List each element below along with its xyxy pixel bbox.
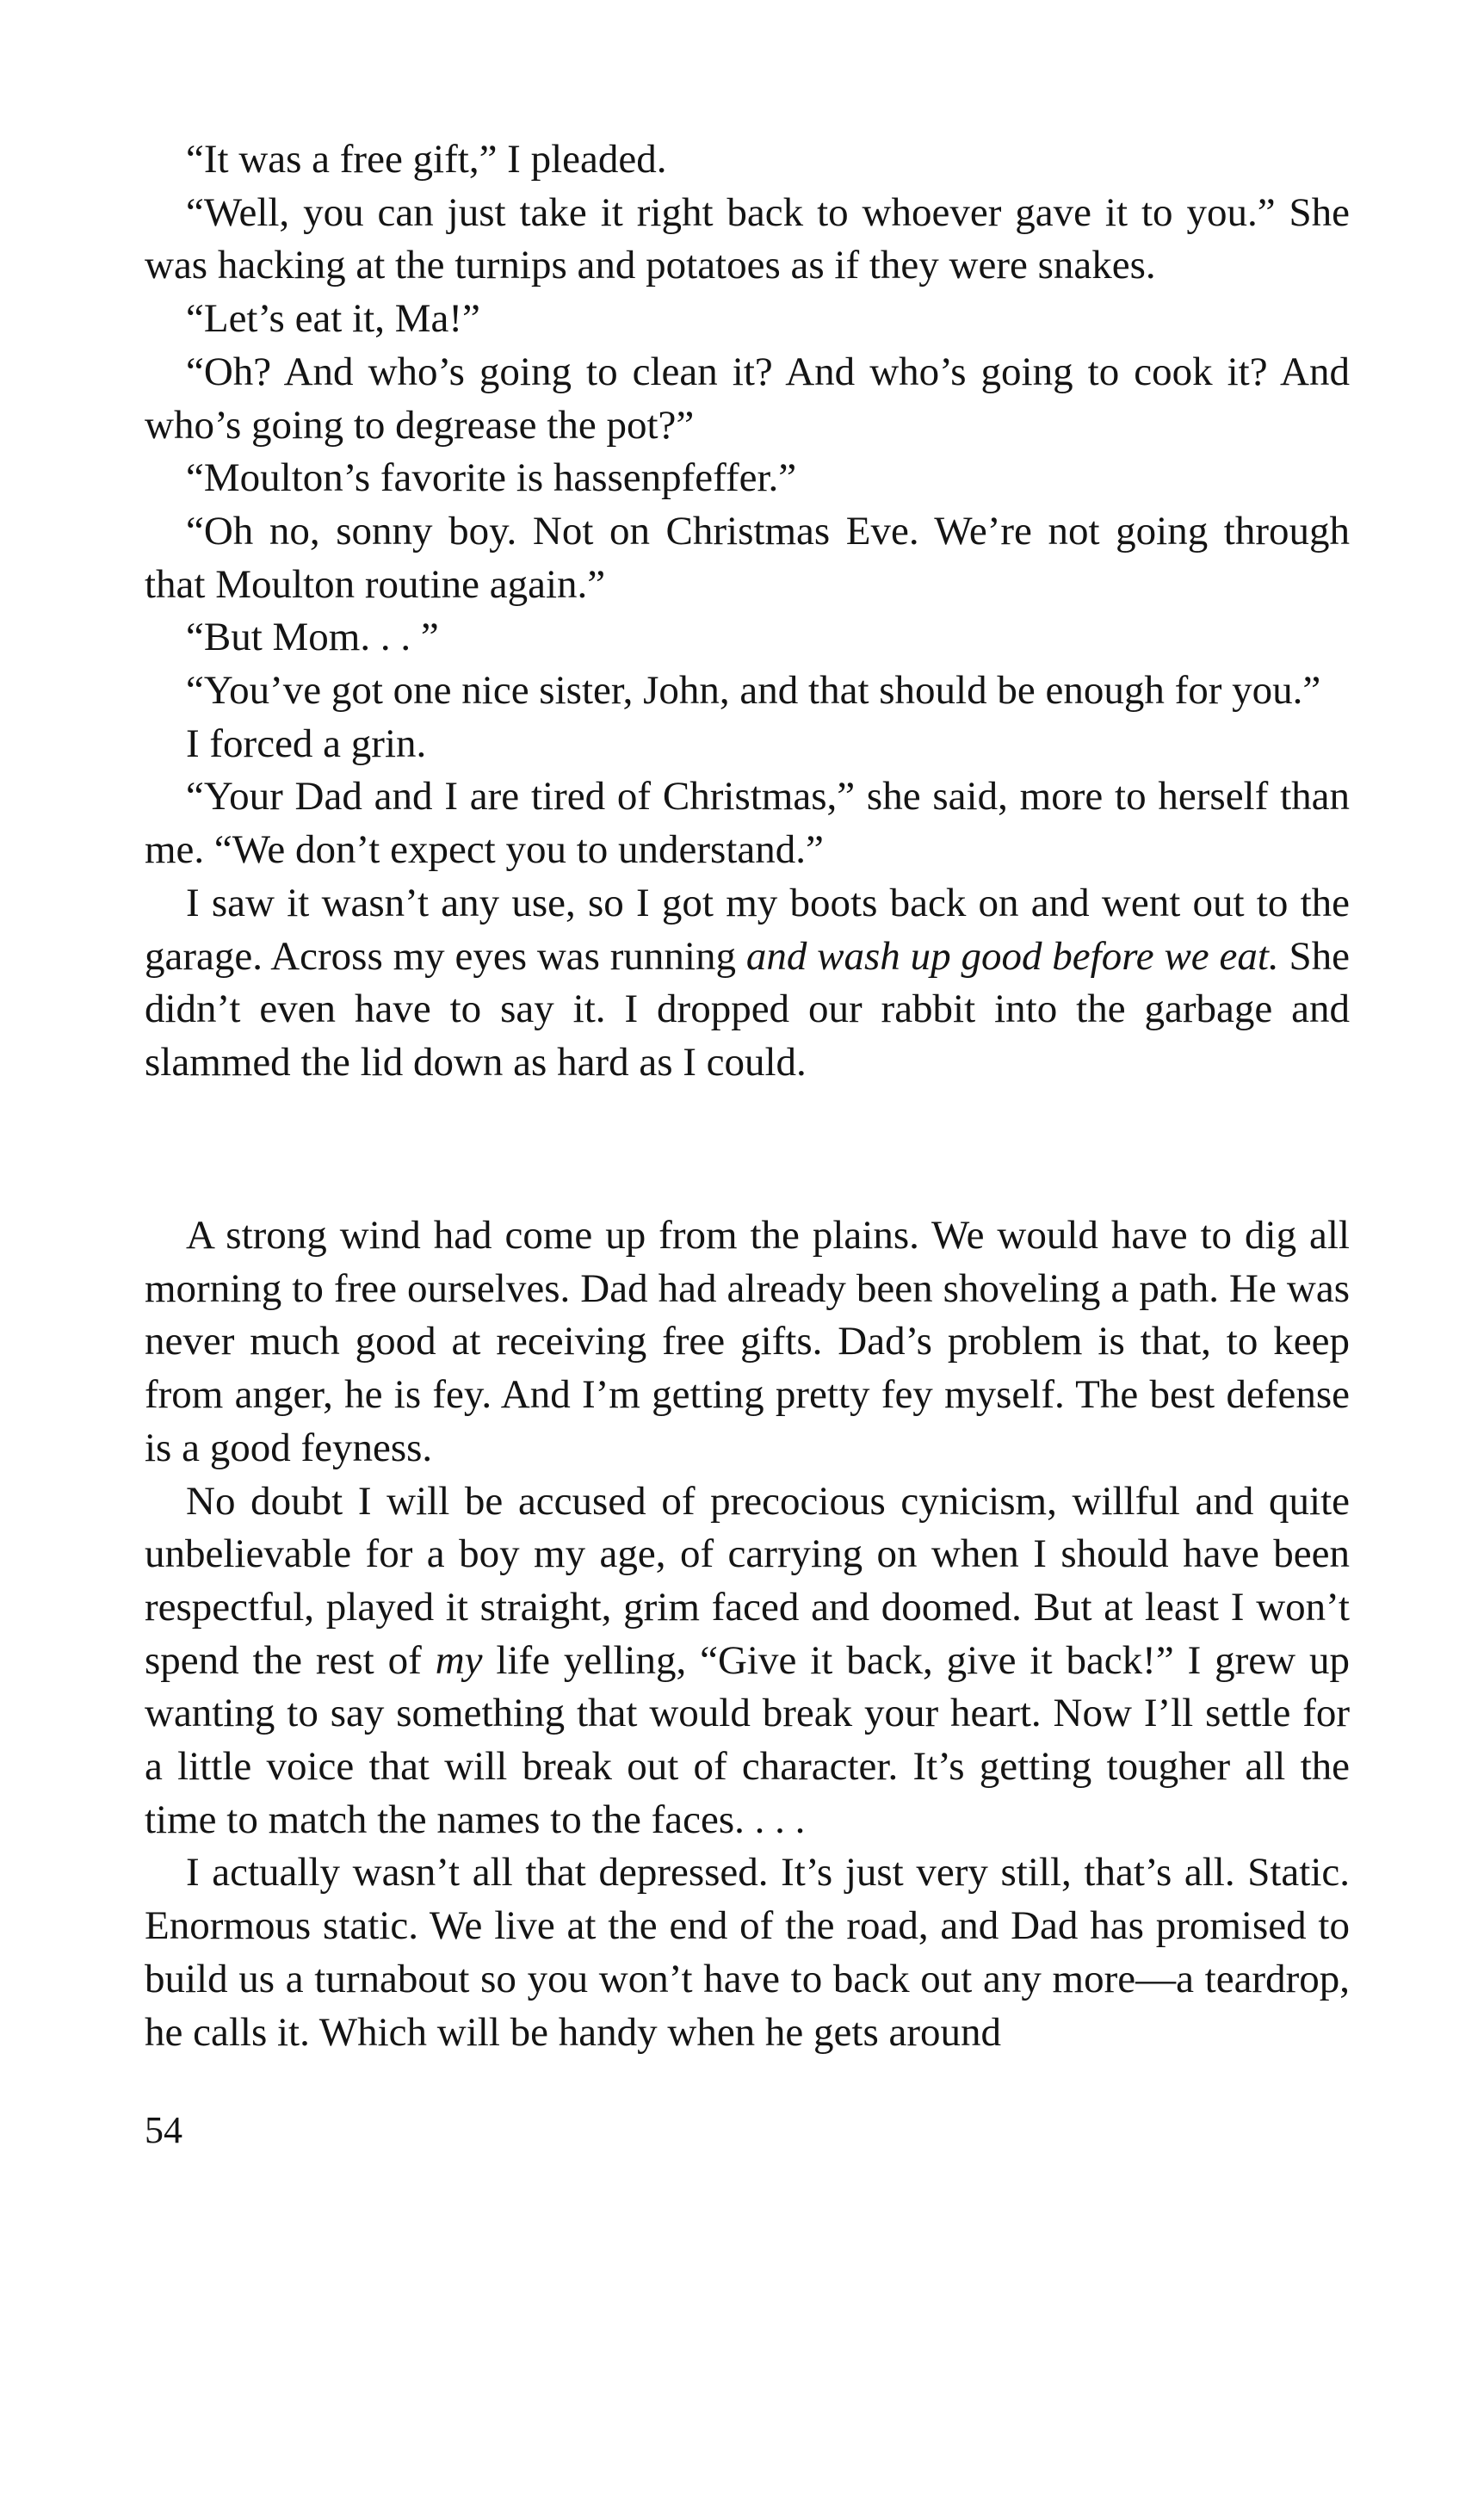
- paragraph: [145, 293, 1350, 346]
- paragraph: [145, 1846, 1350, 2059]
- text-span: I saw it wasn’t any use, so I got my boots back on and went out to the garage. Across my eyes was running: [145, 880, 1350, 979]
- text-section-1: [145, 133, 1350, 1090]
- paragraph: [145, 718, 1350, 771]
- text-span: “Well, you can just take it right back to whoever gave it to you.” She was hacking at the turnips and potatoes as if they were snakes.: [145, 189, 1350, 288]
- text-span: “Oh? And who’s going to clean it? And who’s going to cook it? And who’s going to degrease the pot?”: [145, 349, 1350, 448]
- text-span: I actually wasn’t all that depressed. It’s just very still, that’s all. Static. Enormous static. We live at the end of the road, and Dad has promised to build us a turnabout so you won’t have to back out any more—a teardrop, he calls it. Which will be handy when he gets around: [145, 1850, 1350, 2055]
- paragraph: [145, 877, 1350, 1090]
- text-span: “Moulton’s favorite is hassenpfeffer.”: [186, 455, 797, 501]
- text-span: “It was a free gift,” I pleaded.: [186, 137, 667, 182]
- text-span: A strong wind had come up from the plains. We would have to dig all morning to free ourselves. Dad had already been shoveling a path. He was never much good at receiving free gifts. Dad’s problem is that, to keep from anger, he is fey. And I’m getting pretty fey myself. The best defense is a good feyness.: [145, 1213, 1350, 1470]
- paragraph: [145, 505, 1350, 611]
- text-span: “Let’s eat it, Ma!”: [186, 296, 480, 342]
- text-span: life yelling, “Give it back, give it back!” I grew up wanting to say something that would break your heart. Now I’ll settle for a little voice that will break out of character. It’s getting tougher all the time to match the names to the faces. . . .: [145, 1637, 1350, 1842]
- text-span: I forced a grin.: [186, 721, 427, 766]
- italic-text: my: [435, 1637, 483, 1683]
- paragraph: [145, 665, 1350, 718]
- paragraph: [145, 452, 1350, 505]
- paragraph: [145, 611, 1350, 665]
- text-span: “Your Dad and I are tired of Christmas,” she said, more to herself than me. “We don’t expect you to understand.”: [145, 774, 1350, 873]
- page-number: 54: [145, 2109, 182, 2151]
- text-span: “You’ve got one nice sister, John, and that should be enough for you.”: [186, 668, 1321, 714]
- paragraph: [145, 133, 1350, 187]
- text-span: No doubt I will be accused of precocious cynicism, willful and quite unbelievable for a boy my age, of carrying on when I should have been respectful, played it straight, grim faced and doomed. But at least I won’t spend the rest of: [145, 1478, 1350, 1683]
- paragraph: [145, 1209, 1350, 1475]
- paragraph: [145, 770, 1350, 876]
- paragraph: [145, 346, 1350, 452]
- paragraph: [145, 187, 1350, 293]
- text-section-2: [145, 1209, 1350, 2059]
- text-span: “But Mom. . . ”: [186, 615, 439, 660]
- italic-text: and wash up good before we eat.: [745, 933, 1279, 979]
- text-span: “Oh no, sonny boy. Not on Christmas Eve. We’re not going through that Moulton routine again.”: [145, 508, 1350, 607]
- text-span: She didn’t even have to say it. I dropped our rabbit into the garbage and slammed the lid down as hard as I could.: [145, 933, 1351, 1085]
- paragraph: [145, 1475, 1350, 1847]
